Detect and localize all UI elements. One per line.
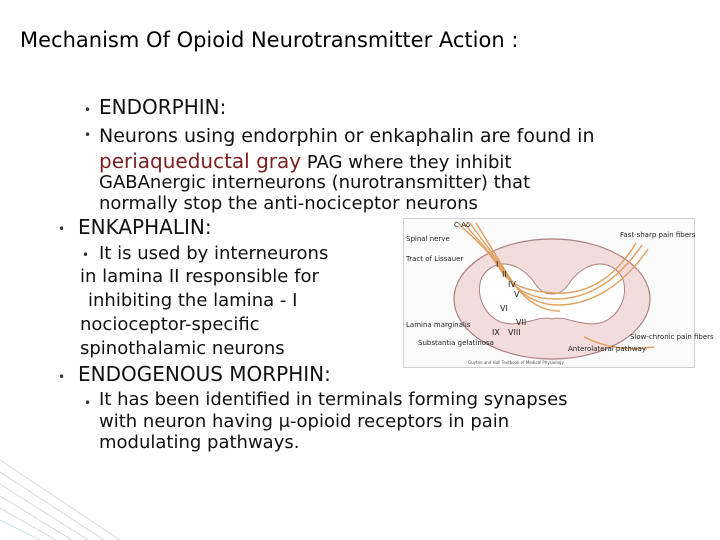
enkaphalin-line3: inhibiting the lamina - I (88, 290, 298, 311)
endorphin-detail-line2 (99, 150, 511, 174)
figure-caption: Guyton and Hall Textbook of Medical Physiology (468, 360, 564, 365)
enkaphalin-line4: nocioceptor-specific (80, 314, 260, 335)
slide-title: Mechanism Of Opioid Neurotransmitter Action : (20, 28, 519, 52)
lamina-label: VIII (508, 328, 521, 337)
enkaphalin-line5: spinothalamic neurons (80, 338, 285, 359)
periaqueductal-gray-term: periaqueductal gray (99, 149, 302, 173)
lamina-label: I (496, 260, 499, 269)
morphin-line3: modulating pathways. (99, 432, 300, 453)
bullet-dot: • (84, 396, 92, 410)
tract-of-lissauer-label: Tract of Lissauer (406, 255, 464, 263)
enkaphalin-line2: in lamina II responsible for (80, 266, 319, 287)
c-ad-label: C Aδ (454, 221, 471, 229)
lamina-marginalis-label: Lamina marginalis (406, 321, 471, 329)
enkaphalin-line1: It is used by interneurons (99, 243, 329, 264)
lamina-label: V (514, 290, 520, 299)
endorphin-detail-line2-rest: PAG where they inhibit (301, 152, 512, 173)
lamina-label: IX (492, 328, 500, 337)
bullet-dot: • (84, 103, 92, 117)
spinal-cord-diagram (404, 219, 714, 367)
endorphin-heading: ENDORPHIN: (99, 95, 227, 119)
morphin-line2: with neuron having μ-opioid receptors in pain (99, 411, 510, 432)
spinal-nerve-label: Spinal nerve (406, 235, 450, 243)
bullet-dot: • (84, 128, 92, 142)
lamina-label: VI (500, 304, 508, 313)
enkaphalin-heading: ENKAPHALIN: (78, 215, 212, 239)
endorphin-detail-line3: GABAnergic interneurons (nurotransmitter) that (99, 172, 531, 193)
lamina-label: II (502, 270, 507, 279)
slow-chronic-label: Slow-chronic pain fibers (630, 333, 714, 341)
bullet-dot: • (58, 222, 66, 236)
decorative-lines (0, 450, 160, 540)
spinal-cord-figure (403, 218, 714, 368)
bullet-dot: • (58, 370, 66, 384)
fast-sharp-label: Fast-sharp pain fibers (620, 231, 696, 239)
lamina-label: IV (508, 280, 516, 289)
bullet-dot: • (82, 248, 90, 262)
substantia-gelatinosa-label: Substantia gelatinosa (418, 339, 494, 347)
anterolateral-label: Anterolateral pathway (568, 345, 646, 353)
endorphin-detail-line1: Neurons using endorphin or enkaphalin are found in (99, 125, 595, 147)
morphin-heading: ENDOGENOUS MORPHIN: (78, 362, 331, 386)
lamina-label: VII (516, 318, 527, 327)
endorphin-detail-line4: normally stop the anti-nociceptor neurons (99, 193, 478, 214)
morphin-line1: It has been identified in terminals forming synapses (99, 389, 568, 410)
